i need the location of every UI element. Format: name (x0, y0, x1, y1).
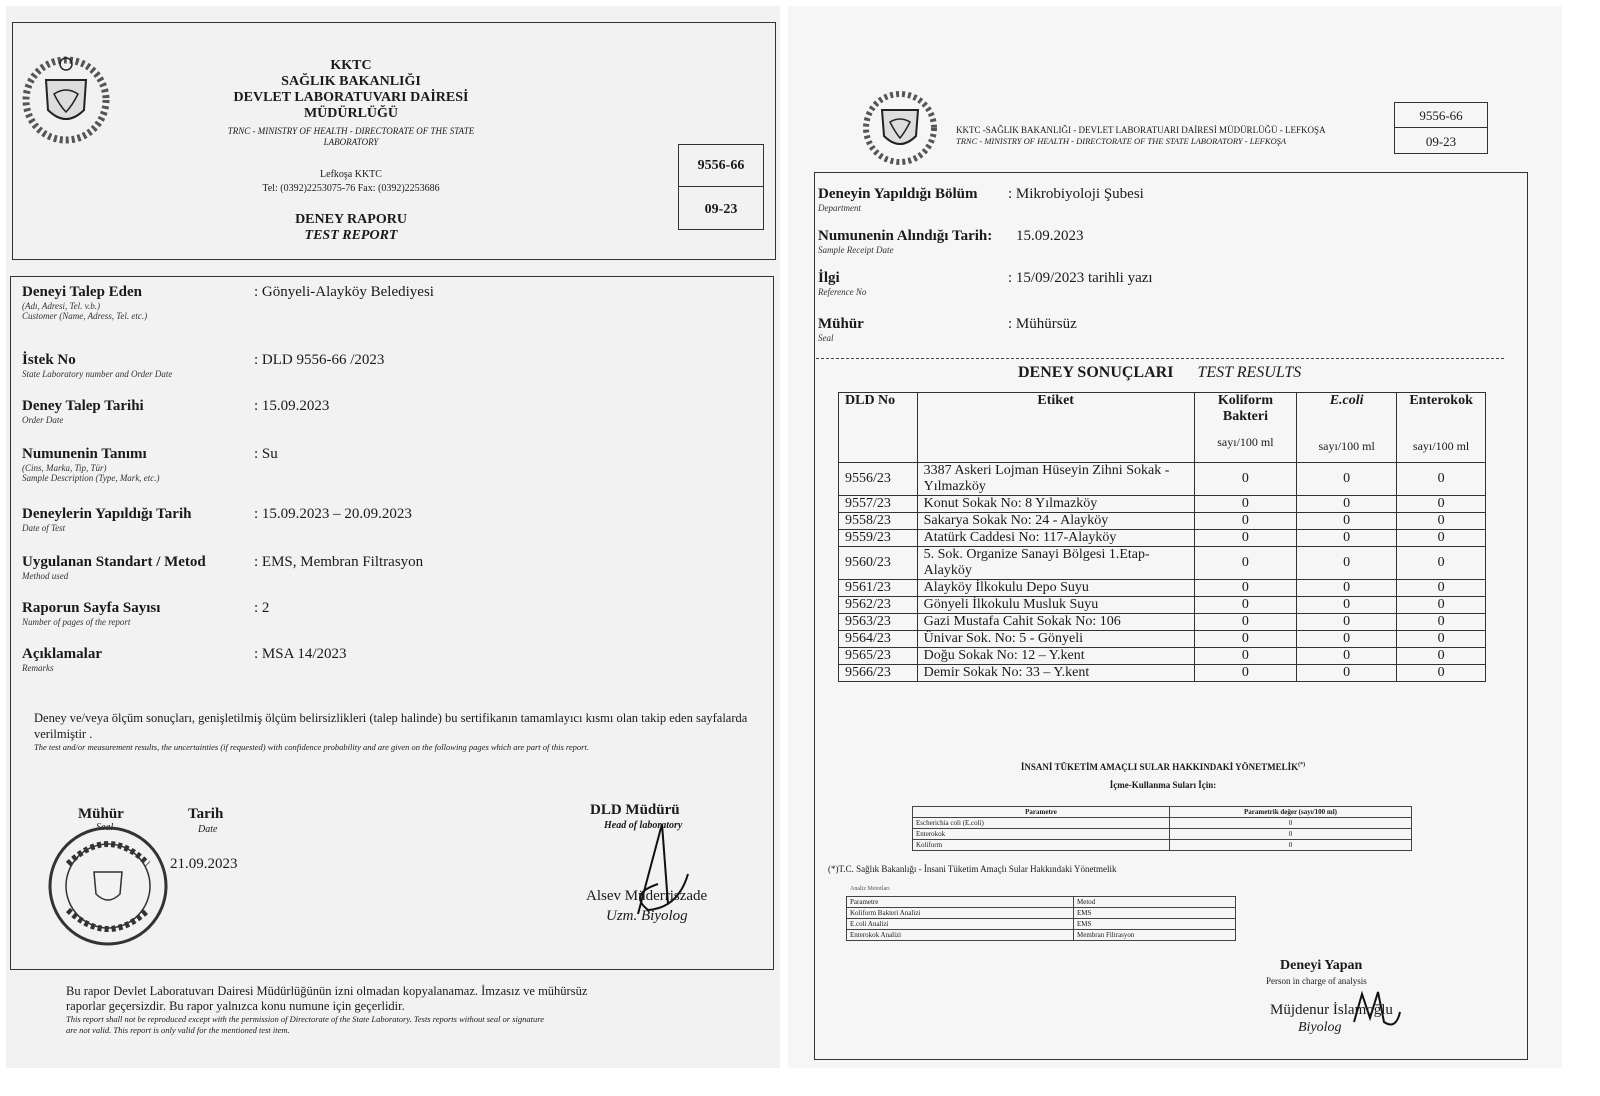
cell-ecoli: 0 (1297, 530, 1397, 547)
cell-label: Ünivar Sok. No: 5 - Gönyeli (917, 631, 1194, 648)
reg-cell-parameter: Koliform (913, 840, 1170, 851)
request-field (22, 506, 762, 533)
method-header-row (847, 897, 1236, 908)
section-divider (816, 358, 1504, 359)
results-title-en: TEST RESULTS (1197, 364, 1302, 381)
col-coliform: Koliform Bakteri sayı/100 ml (1194, 393, 1296, 463)
method-col-method: Metod (1074, 897, 1236, 908)
field-label: Mühür (818, 316, 864, 332)
report-code-1: 9556-66 (697, 158, 745, 173)
code-divider (678, 186, 764, 187)
method-cell-method: EMS (1074, 919, 1236, 930)
cell-coliform: 0 (1194, 496, 1296, 513)
cell-dld-no: 9559/23 (839, 530, 918, 547)
footer-en-2: are not valid. This report is only valid for the mentioned test item. (66, 1025, 290, 1035)
reg-cell-value: 0 (1170, 818, 1412, 829)
reg-cell-parameter: Enterokok (913, 829, 1170, 840)
reg-col-parameter: Parametre (913, 807, 1170, 818)
field-sub-1: (Cins, Marka, Tip, Tür) (22, 463, 107, 473)
field-label: Deney Talep Tarihi (22, 398, 144, 414)
method-table-body (847, 908, 1236, 941)
analyst-title-en: Person in charge of analysis (1266, 976, 1367, 986)
table-row (913, 818, 1412, 829)
cell-coliform: 0 (1194, 614, 1296, 631)
field-value: : Su (254, 446, 278, 462)
field-value: : DLD 9556-66 /2023 (254, 352, 385, 368)
cell-label: Gönyeli İlkokulu Musluk Suyu (917, 597, 1194, 614)
table-row (847, 919, 1236, 930)
sample-field (818, 228, 1498, 255)
request-field (22, 554, 762, 581)
table-row (839, 530, 1486, 547)
head-title: DLD Müdürü (590, 802, 680, 818)
cell-label: Gazi Mustafa Cahit Sokak No: 106 (917, 614, 1194, 631)
field-sub-1: Method used (22, 571, 69, 581)
field-sub-1: Remarks (22, 663, 54, 673)
cell-dld-no: 9563/23 (839, 614, 918, 631)
p2-header-line-2: TRNC - MINISTRY OF HEALTH - DIRECTORATE OF THE STATE LABORATORY - LEFKOŞA (956, 136, 1287, 146)
cell-label: Konut Sokak No: 8 Yılmazköy (917, 496, 1194, 513)
cell-enterococcus: 0 (1397, 665, 1486, 682)
table-row (839, 665, 1486, 682)
cell-dld-no: 9565/23 (839, 648, 918, 665)
header-contact (156, 168, 546, 196)
header-ministry: SAĞLIK BAKANLIĞI (281, 74, 421, 89)
header-english-line-2: LABORATORY (323, 137, 379, 147)
report-date: 21.09.2023 (170, 856, 238, 872)
col-dld-no: DLD No (839, 393, 918, 463)
table-row (839, 463, 1486, 496)
table-row (839, 597, 1486, 614)
p2-code-1: 9556-66 (1419, 108, 1463, 123)
header-country: KKTC (330, 58, 372, 73)
header-city: Lefkoşa KKTC (320, 169, 382, 180)
field-sub: Sample Receipt Date (818, 245, 894, 255)
field-value: : Mikrobiyoloji Şubesi (1008, 186, 1144, 202)
results-table-body (839, 463, 1486, 682)
col-ecoli: E.coli sayı/100 ml (1297, 393, 1397, 463)
seal-label-en: Seal (96, 822, 114, 833)
request-field (22, 446, 762, 483)
cell-dld-no: 9560/23 (839, 547, 918, 580)
cell-coliform: 0 (1194, 463, 1296, 496)
p2-header-line-1: KKTC -SAĞLIK BAKANLIĞI - DEVLET LABORATUARI DAİRESİ MÜDÜRLÜĞÜ - LEFKOŞA (956, 125, 1326, 135)
field-label: Deneylerin Yapıldığı Tarih (22, 506, 192, 522)
field-label: Deneyi Talep Eden (22, 284, 143, 300)
sample-field (818, 186, 1498, 213)
field-value: : 15.09.2023 (254, 398, 330, 414)
request-field (22, 646, 762, 673)
report-page-1 (6, 6, 780, 1068)
report-title-en: TEST REPORT (304, 228, 398, 243)
reg-cell-parameter: Escherichia coli (E.coli) (913, 818, 1170, 829)
regulation-footnote: (*)T.C. Sağlık Bakanlığı - İnsani Tüketim Amaçlı Sular Hakkındaki Yönetmelik (828, 864, 1117, 874)
analyst-title: Deneyi Yapan (1280, 958, 1363, 973)
head-role: Uzm. Biyolog (606, 908, 688, 924)
cell-dld-no: 9556/23 (839, 463, 918, 496)
p2-code-2: 09-23 (1425, 134, 1457, 149)
field-sub: Department (818, 203, 861, 213)
cell-dld-no: 9558/23 (839, 513, 918, 530)
cell-enterococcus: 0 (1397, 513, 1486, 530)
cell-enterococcus: 0 (1397, 547, 1486, 580)
cell-ecoli: 0 (1297, 513, 1397, 530)
cell-coliform: 0 (1194, 530, 1296, 547)
table-row (913, 840, 1412, 851)
reg-sup: (*) (1298, 762, 1306, 768)
report-title-tr: DENEY RAPORU (295, 212, 407, 227)
cell-label: Doğu Sokak No: 12 – Y.kent (917, 648, 1194, 665)
reg-title: İNSANİ TÜKETİM AMAÇLI SULAR HAKKINDAKİ YÖNETMELİK (1020, 762, 1299, 772)
head-title-en: Head of laboratory (604, 820, 683, 831)
method-cell-parameter: Enterokok Analizi (847, 930, 1074, 941)
request-field (22, 600, 762, 627)
cell-coliform: 0 (1194, 631, 1296, 648)
head-name: Alsev Müderriszade (586, 888, 708, 904)
cell-dld-no: 9562/23 (839, 597, 918, 614)
field-value: : 2 (254, 600, 270, 616)
cell-coliform: 0 (1194, 580, 1296, 597)
field-label: İstek No (22, 352, 76, 368)
method-cell-parameter: Koliform Bakteri Analizi (847, 908, 1074, 919)
cell-dld-no: 9566/23 (839, 665, 918, 682)
cell-ecoli: 0 (1297, 463, 1397, 496)
table-row (839, 547, 1486, 580)
trnc-emblem-icon (18, 50, 114, 146)
header-org (156, 58, 546, 122)
cell-coliform: 0 (1194, 665, 1296, 682)
field-value: : Mühürsüz (1008, 316, 1077, 332)
request-field (22, 352, 762, 379)
field-value: : 15/09/2023 tarihli yazı (1008, 270, 1153, 286)
note-en: The test and/or measurement results, the uncertainties (if requested) with confidence probability and are given on the following pages which are part of this report. (34, 742, 589, 752)
cell-enterococcus: 0 (1397, 648, 1486, 665)
field-sub-1: (Adı, Adresi, Tel. v.b.) (22, 301, 100, 311)
field-value: : EMS, Membran Filtrasyon (254, 554, 424, 570)
cell-enterococcus: 0 (1397, 530, 1486, 547)
reg-header-row (913, 807, 1412, 818)
field-value: : 15.09.2023 – 20.09.2023 (254, 506, 412, 522)
field-value: 15.09.2023 (1016, 228, 1084, 244)
analyst-role: Biyolog (1298, 1020, 1342, 1035)
regulation-subtitle: İçme-Kullanma Suları İçin: (1109, 780, 1217, 790)
field-sub-2: Customer (Name, Adress, Tel. etc.) (22, 311, 148, 321)
field-label: Açıklamalar (22, 646, 102, 662)
field-label: Numunenin Alındığı Tarih: (818, 228, 993, 244)
results-note (34, 710, 766, 753)
reg-col-value: Parametrik değer (sayı/100 ml) (1170, 807, 1412, 818)
cell-ecoli: 0 (1297, 547, 1397, 580)
cell-dld-no: 9564/23 (839, 631, 918, 648)
analyst-name: Müjdenur İslamoğlu (1270, 1002, 1393, 1018)
method-cell-method: EMS (1074, 908, 1236, 919)
cell-enterococcus: 0 (1397, 614, 1486, 631)
regulation-table-body (913, 818, 1412, 851)
cell-coliform: 0 (1194, 648, 1296, 665)
regulation-title (938, 762, 1388, 772)
results-heading (1018, 364, 1301, 382)
method-cell-parameter: E.coli Analizi (847, 919, 1074, 930)
reg-cell-value: 0 (1170, 840, 1412, 851)
note-tr: Deney ve/veya ölçüm sonuçları, genişletilmiş ölçüm belirsizlikleri (talep halinde) bu sertifikanın tamamlayıcı kısmı olan takip eden sayfalarda verilmiştir . (34, 711, 748, 741)
header-department: DEVLET LABORATUVARI DAİRESİ (233, 90, 469, 105)
field-sub: Reference No (818, 287, 867, 297)
official-stamp-icon (46, 824, 170, 948)
results-table (838, 392, 1486, 682)
footer-en-1: This report shall not be reproduced except with the permission of Directorate of the State Laboratory. Tests reports without seal or signature (66, 1014, 545, 1024)
request-field (22, 284, 762, 321)
cell-ecoli: 0 (1297, 665, 1397, 682)
footer-tr-1: Bu rapor Devlet Laboratuvarı Dairesi Müdürlüğünün izni olmadan kopyalanamaz. İmzasız ve mühürsüz (66, 984, 588, 998)
field-sub-1: State Laboratory number and Order Date (22, 369, 173, 379)
report-code-2: 09-23 (704, 202, 738, 217)
cell-enterococcus: 0 (1397, 597, 1486, 614)
header-phone: Tel: (0392)2253075-76 Fax: (0392)2253686 (262, 183, 440, 194)
table-row (839, 496, 1486, 513)
col-label: Etiket (917, 393, 1194, 463)
cell-enterococcus: 0 (1397, 463, 1486, 496)
sample-field (818, 270, 1498, 297)
field-sub-1: Date of Test (22, 523, 66, 533)
reg-cell-value: 0 (1170, 829, 1412, 840)
table-row (847, 908, 1236, 919)
cell-label: 3387 Askeri Lojman Hüseyin Zihni Sokak - Yılmazköy (917, 463, 1194, 496)
date-label-en: Date (198, 824, 218, 835)
cell-coliform: 0 (1194, 597, 1296, 614)
cell-ecoli: 0 (1297, 580, 1397, 597)
cell-label: Atatürk Caddesi No: 117-Alayköy (917, 530, 1194, 547)
field-label: Uygulanan Standart / Metod (22, 554, 206, 570)
table-row (913, 829, 1412, 840)
header-english-line-1: TRNC - MINISTRY OF HEALTH - DIRECTORATE OF THE STATE (227, 126, 475, 136)
cell-coliform: 0 (1194, 547, 1296, 580)
table-row (839, 580, 1486, 597)
field-value: : MSA 14/2023 (254, 646, 347, 662)
field-value: : Gönyeli-Alayköy Belediyesi (254, 284, 434, 300)
p2-code-divider (1394, 127, 1488, 128)
results-title: DENEY SONUÇLARI (1018, 364, 1174, 381)
field-label: Deneyin Yapıldığı Bölüm (818, 186, 978, 202)
cell-label: Demir Sokak No: 33 – Y.kent (917, 665, 1194, 682)
field-label: Raporun Sayfa Sayısı (22, 600, 161, 616)
method-col-parameter: Parametre (847, 897, 1074, 908)
field-sub-2: Sample Description (Type, Mark, etc.) (22, 473, 160, 483)
cell-enterococcus: 0 (1397, 580, 1486, 597)
method-table (846, 896, 1236, 941)
field-sub-1: Number of pages of the report (22, 617, 131, 627)
results-header-row (839, 393, 1486, 463)
report-page-2 (788, 6, 1562, 1068)
header-english (156, 126, 546, 148)
footer-tr-2: raporlar geçersizdir. Bu rapor yalnızca konu numune için geçerlidir. (66, 999, 405, 1013)
header-directorate: MÜDÜRLÜĞÜ (303, 106, 399, 121)
cell-label: Alayköy İlkokulu Depo Suyu (917, 580, 1194, 597)
report-title (156, 212, 546, 244)
table-row (847, 930, 1236, 941)
cell-label: 5. Sok. Organize Sanayi Bölgesi 1.Etap-Alayköy (917, 547, 1194, 580)
table-row (839, 513, 1486, 530)
cell-enterococcus: 0 (1397, 631, 1486, 648)
cell-ecoli: 0 (1297, 597, 1397, 614)
col-enterococcus: Enterokok sayı/100 ml (1397, 393, 1486, 463)
table-row (839, 614, 1486, 631)
cell-dld-no: 9561/23 (839, 580, 918, 597)
date-label: Tarih (188, 806, 224, 822)
cell-ecoli: 0 (1297, 648, 1397, 665)
table-row (839, 648, 1486, 665)
field-sub-1: Order Date (22, 415, 64, 425)
cell-dld-no: 9557/23 (839, 496, 918, 513)
cell-ecoli: 0 (1297, 614, 1397, 631)
table-row (839, 631, 1486, 648)
seal-label: Mühür (78, 806, 124, 822)
cell-enterococcus: 0 (1397, 496, 1486, 513)
field-sub: Seal (818, 333, 834, 343)
footer-note (66, 984, 766, 1036)
method-caption: Analiz Metotları (850, 886, 890, 892)
cell-label: Sakarya Sokak No: 24 - Alayköy (917, 513, 1194, 530)
method-cell-method: Membran Filtrasyon (1074, 930, 1236, 941)
field-label: Numunenin Tanımı (22, 446, 147, 462)
trnc-emblem-icon (860, 86, 940, 166)
sample-field (818, 316, 1498, 343)
cell-coliform: 0 (1194, 513, 1296, 530)
cell-ecoli: 0 (1297, 496, 1397, 513)
request-field (22, 398, 762, 425)
regulation-table (912, 806, 1412, 851)
cell-ecoli: 0 (1297, 631, 1397, 648)
field-label: İlgi (818, 270, 840, 286)
